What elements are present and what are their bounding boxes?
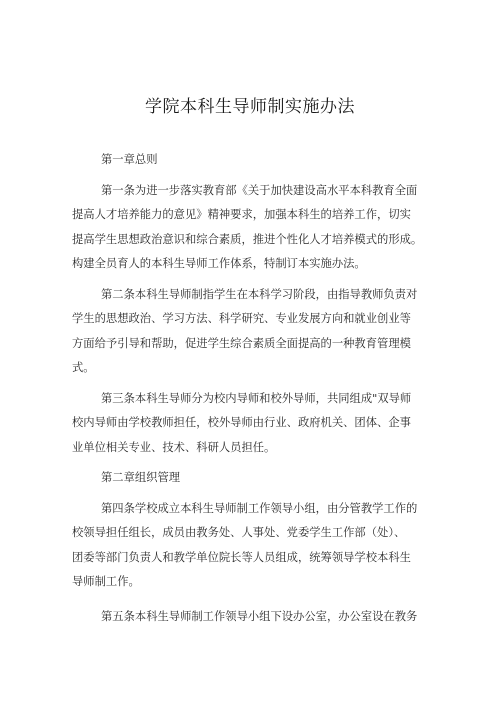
article-4 <box>72 497 438 595</box>
chapter-heading-2: 第二章组织管理 <box>101 471 181 484</box>
text-line: 提高学生思想政治意识和综合素质，推进个性化人才培养模式的形成。 <box>72 232 423 246</box>
text-line: 第四条学校成立本科生导师制工作领导小组，由分管教学工作的 <box>101 501 418 515</box>
text-line: 学生的思想政治、学习方法、科学研究、专业发展方向和就业创业等 <box>72 312 411 325</box>
text-line: 第三条本科生导师分为校内导师和校外导师，共同组成"双导师 <box>101 391 412 405</box>
article-5 <box>72 605 438 630</box>
text-line: 导师制工作。 <box>72 575 140 588</box>
text-line: 校领导担任组长，成员由教务处、人事处、党委学生工作部（处）、 <box>72 526 406 539</box>
text-line: 方面给予引导和帮助，促进学生综合素质全面提高的一种教育管理模 <box>72 336 411 350</box>
text-line: 第一条为进一步落实教育部《关于加快建设高水平本科教育全面 <box>101 183 418 197</box>
text-line: 提高人才培养能力的意见》精神要求，加强本科生的培养工作，切实 <box>72 208 411 221</box>
chapter-heading-1: 第一章总则 <box>101 153 158 166</box>
text-line: 式。 <box>72 361 95 374</box>
text-line: 业单位相关专业、技术、科研人员担任。 <box>72 440 276 454</box>
document-title: 学院本科生导师制实施办法 <box>145 97 355 117</box>
text-line: 第五条本科生导师制工作领导小组下设办公室，办公室设在教务 <box>101 609 418 623</box>
article-2 <box>72 283 438 381</box>
article-3 <box>72 387 438 461</box>
text-line: 构建全员育人的本科生导师工作体系，特制订本实施办法。 <box>72 257 366 270</box>
text-line: 校内导师由学校教师担任，校外导师由行业、政府机关、团体、企事 <box>72 416 411 429</box>
text-line: 团委等部门负责人和教学单位院长等人员组成，统筹领导学校本科生 <box>72 550 411 564</box>
text-line: 第二条本科生导师制指学生在本科学习阶段，由指导教师负责对 <box>101 287 418 301</box>
article-1 <box>72 179 438 277</box>
document-body <box>72 148 438 629</box>
